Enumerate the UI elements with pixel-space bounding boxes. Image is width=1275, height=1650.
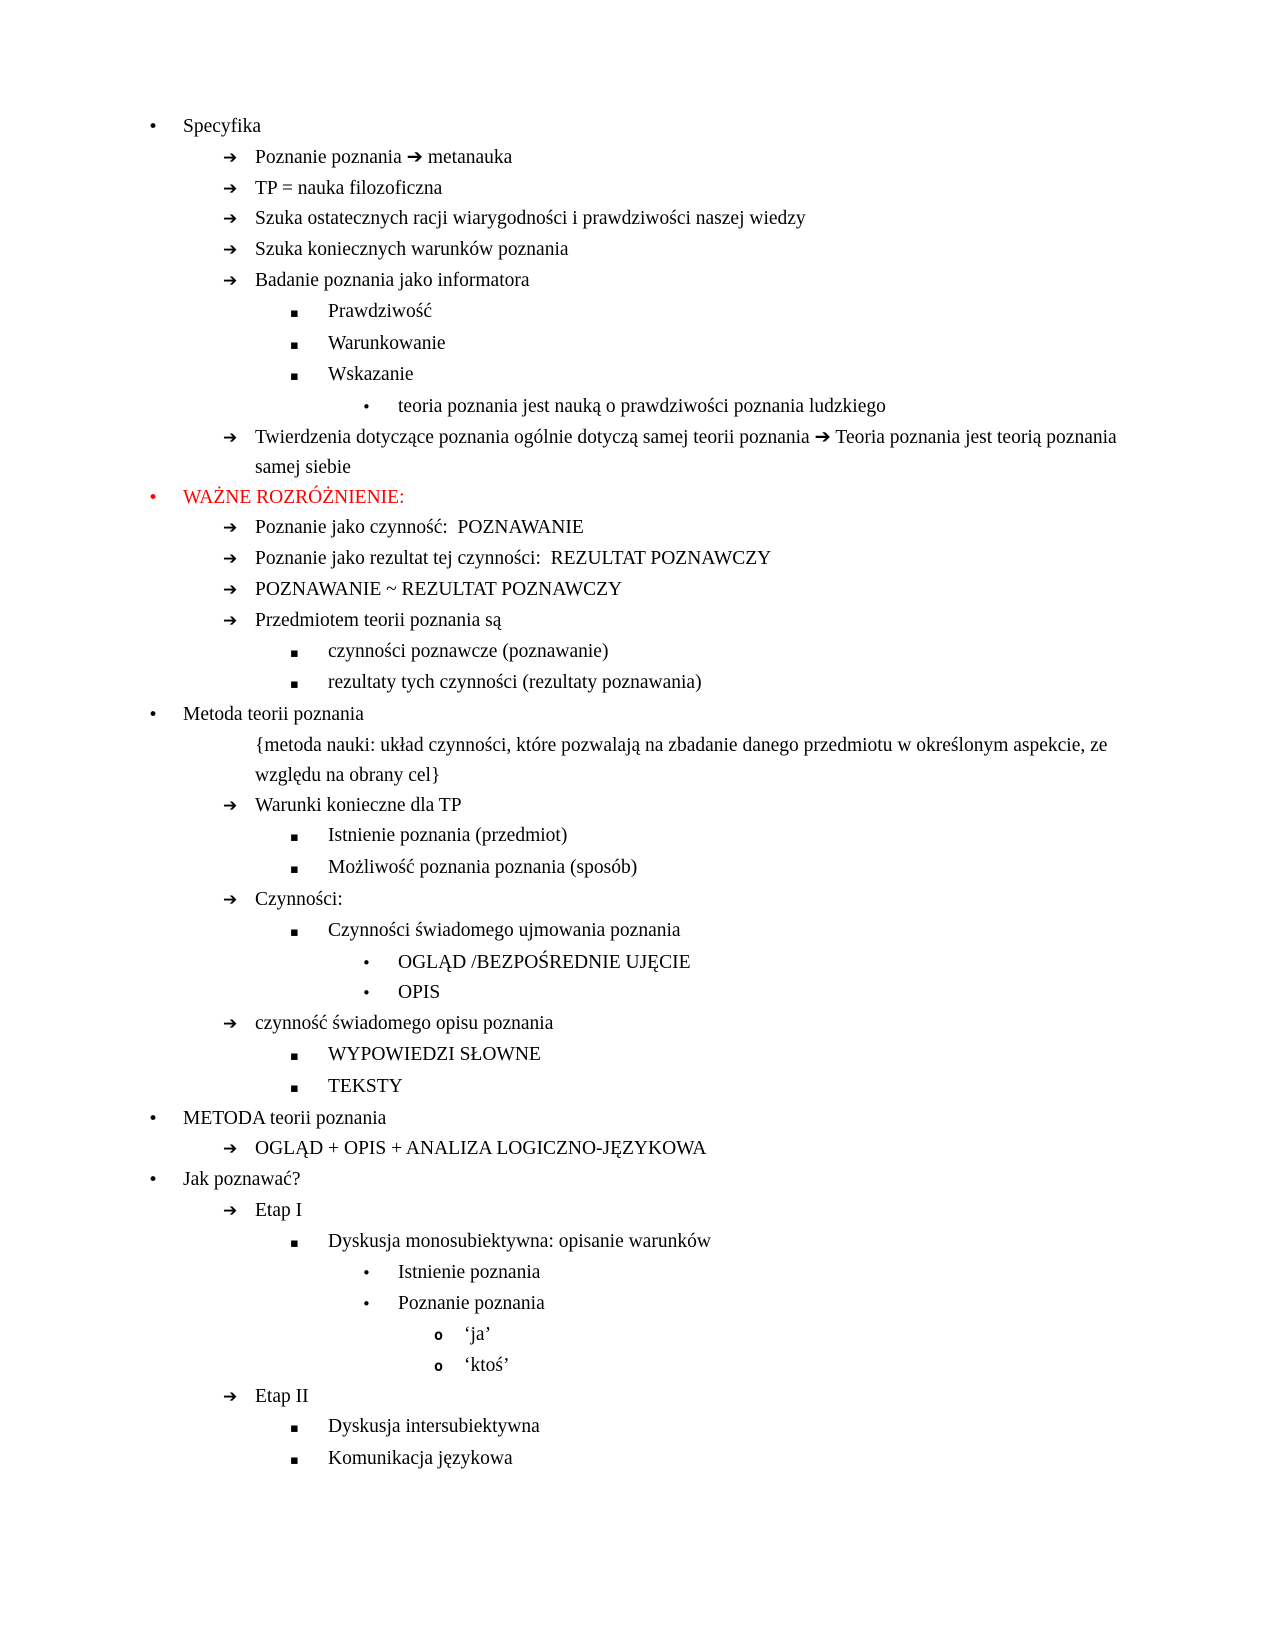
item-text: WAŻNE ROZRÓŻNIENIE: — [183, 486, 405, 508]
list-item — [0, 392, 1130, 423]
list-item — [0, 1134, 1130, 1165]
list-item — [0, 1009, 1130, 1040]
bullet-arrow-icon: ➔ — [223, 1386, 238, 1407]
list-item — [0, 575, 1130, 606]
item-text: Przedmiotem teorii poznania są — [255, 609, 502, 631]
bullet-square-icon: ▪ — [290, 924, 299, 940]
list-item — [0, 329, 1130, 361]
item-text: WYPOWIEDZI SŁOWNE — [328, 1043, 541, 1065]
item-text: Czynności świadomego ujmowania poznania — [328, 919, 681, 941]
bullet-arrow-icon: ➔ — [223, 147, 238, 168]
item-text: teoria poznania jest nauką o prawdziwości poznania ludzkiego — [398, 396, 886, 418]
bullet-arrow-icon: ➔ — [223, 178, 238, 199]
item-text: Czynności: — [255, 888, 343, 910]
item-text: OGLĄD /BEZPOŚREDNIE UJĘCIE — [398, 951, 691, 973]
list-item — [0, 948, 1130, 979]
list-item — [0, 1196, 1130, 1227]
bullet-circle-icon: • — [362, 398, 371, 417]
bullet-arrow-icon: ➔ — [223, 240, 238, 261]
list-item — [0, 637, 1130, 669]
list-item — [0, 1444, 1130, 1476]
item-text: Warunkowanie — [328, 332, 446, 354]
bullet-square-icon: ▪ — [290, 369, 299, 385]
item-text: POZNAWANIE ~ REZULTAT POZNAWCZY — [255, 578, 623, 600]
item-text: Etap II — [255, 1385, 309, 1407]
bullet-square-icon: ▪ — [290, 1235, 299, 1251]
item-text: czynności poznawcze (poznawanie) — [328, 640, 609, 662]
bullet-arrow-icon: ➔ — [223, 518, 238, 539]
bullet-arrow-icon: ➔ — [223, 889, 238, 910]
bullet-arrow-icon: ➔ — [223, 1139, 238, 1160]
list-item — [0, 174, 1130, 205]
item-text: czynność świadomego opisu poznania — [255, 1013, 554, 1035]
bullet-arrow-icon: ➔ — [223, 1200, 238, 1221]
bullet-circle-icon: • — [362, 1295, 371, 1314]
bullet-square-icon: ▪ — [290, 1080, 299, 1096]
bullet-square-icon: ▪ — [290, 305, 299, 321]
item-text: rezultaty tych czynności (rezultaty poznawania) — [328, 672, 702, 694]
list-item — [0, 606, 1130, 637]
bullet-arrow-icon: ➔ — [223, 610, 238, 631]
list-item — [0, 266, 1130, 297]
item-text: Istnienie poznania (przedmiot) — [328, 825, 568, 847]
item-text: Etap I — [255, 1199, 303, 1221]
item-text: Szuka koniecznych warunków poznania — [255, 239, 569, 261]
list-item — [0, 821, 1130, 853]
item-text: METODA teorii poznania — [183, 1107, 387, 1129]
bullet-circle-icon: • — [362, 984, 371, 1003]
list-item — [0, 1165, 1130, 1196]
list-item — [0, 1320, 1130, 1351]
item-text: OGLĄD + OPIS + ANALIZA LOGICZNO-JĘZYKOWA — [255, 1138, 707, 1160]
item-text: TEKSTY — [328, 1075, 403, 1097]
item-text: ‘ktoś’ — [464, 1354, 510, 1376]
item-text: Metoda teorii poznania — [183, 704, 364, 726]
bullet-arrow-icon: ➔ — [223, 579, 238, 600]
list-item — [0, 1072, 1130, 1104]
bullet-square-icon: ▪ — [290, 862, 299, 878]
list-item — [0, 483, 1130, 514]
item-text: Poznanie poznania ➔ metanauka — [255, 146, 513, 168]
item-text: Poznanie jako czynność: POZNAWANIE — [255, 517, 584, 539]
list-item — [0, 544, 1130, 575]
list-item — [0, 1382, 1130, 1413]
list-item — [0, 1104, 1130, 1135]
item-text: ‘ja’ — [464, 1324, 492, 1346]
bullet-square-icon: ▪ — [290, 1453, 299, 1469]
bullet-square-icon: ▪ — [290, 1048, 299, 1064]
item-text: Możliwość poznania poznania (sposób) — [328, 857, 638, 879]
bullet-arrow-icon: ➔ — [223, 549, 238, 570]
bullet-square-icon: ▪ — [290, 1421, 299, 1437]
list-item — [0, 700, 1130, 731]
list-item — [0, 143, 1130, 174]
item-text: Istnienie poznania — [398, 1262, 541, 1284]
list-item — [0, 1040, 1130, 1072]
bullet-arrow-icon: ➔ — [223, 1014, 238, 1035]
list-item — [0, 235, 1130, 266]
bullet-disc-icon: • — [148, 1108, 159, 1129]
list-item — [0, 731, 1130, 791]
list-item — [0, 791, 1130, 822]
list-item — [0, 297, 1130, 329]
item-text: Badanie poznania jako informatora — [255, 269, 530, 291]
item-text: Twierdzenia dotyczące poznania ogólnie dotyczą samej teorii poznania ➔ Teoria poznania jest teorią poznania samej siebie — [255, 426, 1122, 478]
bullet-disc-icon: • — [148, 705, 159, 726]
bullet-arrow-icon: ➔ — [223, 209, 238, 230]
list-item — [0, 1412, 1130, 1444]
item-text: Jak poznawać? — [183, 1169, 301, 1191]
list-item — [0, 423, 1130, 483]
list-item — [0, 885, 1130, 916]
list-item — [0, 112, 1130, 143]
item-text: Prawdziwość — [328, 300, 432, 322]
item-text: Specyfika — [183, 116, 261, 137]
bullet-arrow-icon: ➔ — [223, 427, 238, 448]
bullet-disc-icon: • — [148, 117, 159, 137]
list-item — [0, 1351, 1130, 1382]
bullet-disc-icon: • — [148, 487, 159, 508]
bullet-o-icon: o — [434, 1356, 444, 1375]
bullet-square-icon: ▪ — [290, 337, 299, 353]
bullet-circle-icon: • — [362, 1264, 371, 1283]
item-text: OPIS — [398, 982, 441, 1004]
item-text: Dyskusja monosubiektywna: opisanie warunków — [328, 1230, 711, 1252]
list-item — [0, 204, 1130, 235]
item-text: Warunki konieczne dla TP — [255, 794, 462, 816]
item-text: Wskazanie — [328, 364, 414, 386]
item-text: Dyskusja intersubiektywna — [328, 1416, 540, 1438]
bullet-arrow-icon: ➔ — [223, 270, 238, 291]
list-item — [0, 1258, 1130, 1289]
list-item — [0, 360, 1130, 392]
outline-list — [0, 112, 1130, 1476]
list-item — [0, 1289, 1130, 1320]
bullet-square-icon: ▪ — [290, 645, 299, 661]
bullet-square-icon: ▪ — [290, 830, 299, 846]
bullet-disc-icon: • — [148, 1170, 159, 1191]
item-text: Komunikacja językowa — [328, 1448, 513, 1470]
list-item — [0, 1227, 1130, 1259]
bullet-o-icon: o — [434, 1326, 444, 1345]
item-text: Szuka ostatecznych racji wiarygodności i prawdziwości naszej wiedzy — [255, 208, 806, 230]
list-item — [0, 513, 1130, 544]
item-text: TP = nauka filozoficzna — [255, 177, 443, 199]
bullet-arrow-icon: ➔ — [223, 795, 238, 816]
item-text: {metoda nauki: układ czynności, które pozwalają na zbadanie danego przedmiotu w określonym aspekcie, ze względu na obrany cel} — [255, 734, 1113, 786]
list-item — [0, 916, 1130, 948]
item-text: Poznanie jako rezultat tej czynności: REZULTAT POZNAWCZY — [255, 548, 772, 570]
list-item — [0, 668, 1130, 700]
list-item — [0, 853, 1130, 885]
item-text: Poznanie poznania — [398, 1293, 545, 1315]
bullet-square-icon: ▪ — [290, 677, 299, 693]
list-item — [0, 978, 1130, 1009]
bullet-circle-icon: • — [362, 953, 371, 972]
